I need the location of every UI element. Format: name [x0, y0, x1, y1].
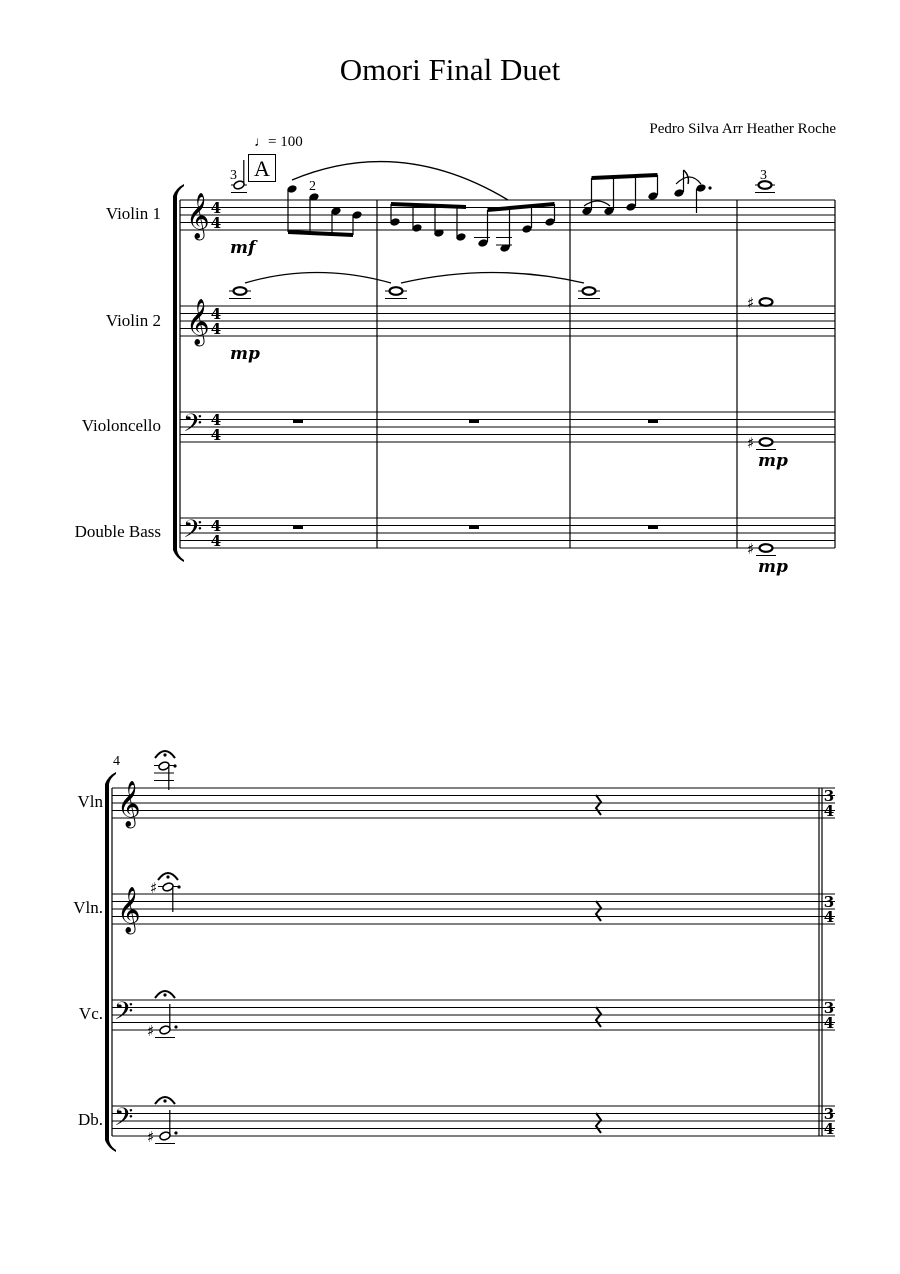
- staff-vln2: [112, 894, 835, 924]
- violin1-measure1: [231, 160, 363, 237]
- sharp-icon: ♯: [747, 540, 755, 558]
- system2-barlines: [112, 788, 822, 1136]
- sharp-icon: ♯: [147, 1022, 155, 1040]
- violin1-measure3: [581, 170, 711, 216]
- dynamic-violin1: mf: [230, 238, 256, 258]
- quarter-rest-icon: [596, 1007, 601, 1027]
- bass-clef-icon: 𝄢: [183, 409, 203, 444]
- quarter-rest-icon: [596, 795, 601, 815]
- tempo-value: = 100: [268, 134, 303, 150]
- time-sig-denominator: 4: [210, 214, 222, 232]
- time-sig-denominator: 4: [823, 1120, 835, 1138]
- time-sig-denominator: 4: [210, 532, 222, 550]
- system1-barlines: [180, 200, 835, 548]
- label-violin-1: Violin 1: [105, 204, 161, 223]
- label-violoncello: Violoncello: [81, 416, 161, 435]
- sharp-icon: ♯: [747, 434, 755, 452]
- whole-rest-icon: [648, 420, 658, 424]
- quarter-rests: [596, 795, 601, 1133]
- measure-number: 4: [113, 754, 120, 769]
- treble-clef-icon: 𝄞: [117, 887, 141, 933]
- time-sig-numerator: 3: [823, 1105, 835, 1123]
- whole-rest-icon: [648, 526, 658, 530]
- time-sig-numerator: 4: [210, 517, 222, 535]
- time-sig-denominator: 4: [823, 908, 835, 926]
- whole-rest-icon: [469, 526, 479, 530]
- cello-notes: [293, 420, 776, 453]
- sharp-icon: ♯: [150, 879, 158, 897]
- time-sig-numerator: 3: [823, 999, 835, 1017]
- bass-clef-icon: 𝄢: [114, 1103, 134, 1138]
- treble-clef-icon: 𝄞: [186, 299, 210, 345]
- system1-bracket: [173, 184, 184, 562]
- staff-db: [112, 1106, 835, 1136]
- quarter-rest-icon: [596, 901, 601, 921]
- dynamic-violin2: mp: [230, 344, 260, 364]
- time-sig-numerator: 4: [210, 199, 222, 217]
- label-db-short: Db.: [77, 1110, 103, 1129]
- time-sig-numerator: 3: [823, 893, 835, 911]
- label-vln2-short: Vln.: [73, 898, 103, 917]
- dynamic-cello: mp: [758, 451, 788, 471]
- fingering: 3: [760, 168, 767, 183]
- bass-clef-icon: 𝄢: [183, 515, 203, 550]
- treble-clef-icon: 𝄞: [117, 781, 141, 827]
- time-sig-numerator: 4: [210, 305, 222, 323]
- time-sig-denominator: 4: [823, 1014, 835, 1032]
- score-title: Omori Final Duet: [339, 52, 561, 87]
- quarter-rest-icon: [596, 1113, 601, 1133]
- time-sig-denominator: 4: [823, 802, 835, 820]
- label-vln-short: Vln: [77, 792, 103, 811]
- treble-clef-icon: 𝄞: [186, 193, 210, 239]
- time-sig-denominator: 4: [210, 426, 222, 444]
- sharp-icon: ♯: [147, 1128, 155, 1146]
- fingering: 3: [230, 168, 237, 183]
- label-double-bass: Double Bass: [74, 522, 161, 541]
- time-sig-numerator: 3: [823, 787, 835, 805]
- time-sig-denominator: 4: [210, 320, 222, 338]
- whole-rest-icon: [469, 420, 479, 424]
- sharp-icon: ♯: [747, 294, 755, 312]
- dynamic-bass: mp: [758, 557, 788, 577]
- system2-bracket: [105, 772, 116, 1152]
- bass-notes: [293, 526, 776, 559]
- composer-credit: Pedro Silva Arr Heather Roche: [649, 121, 836, 137]
- rehearsal-mark: A: [248, 154, 276, 182]
- time-sig-numerator: 4: [210, 411, 222, 429]
- bass-clef-icon: 𝄢: [114, 997, 134, 1032]
- staff-vc: [112, 1000, 835, 1030]
- violin1-measure2: [389, 202, 555, 253]
- phrase-slur: [292, 162, 508, 200]
- quarter-note-icon: ♩: [254, 135, 268, 150]
- label-violin-2: Violin 2: [105, 311, 161, 330]
- whole-rest-icon: [293, 420, 303, 424]
- fingering: 2: [309, 179, 316, 194]
- staff-vln: [112, 788, 835, 818]
- label-vc-short: Vc.: [78, 1004, 103, 1023]
- whole-rest-icon: [293, 526, 303, 530]
